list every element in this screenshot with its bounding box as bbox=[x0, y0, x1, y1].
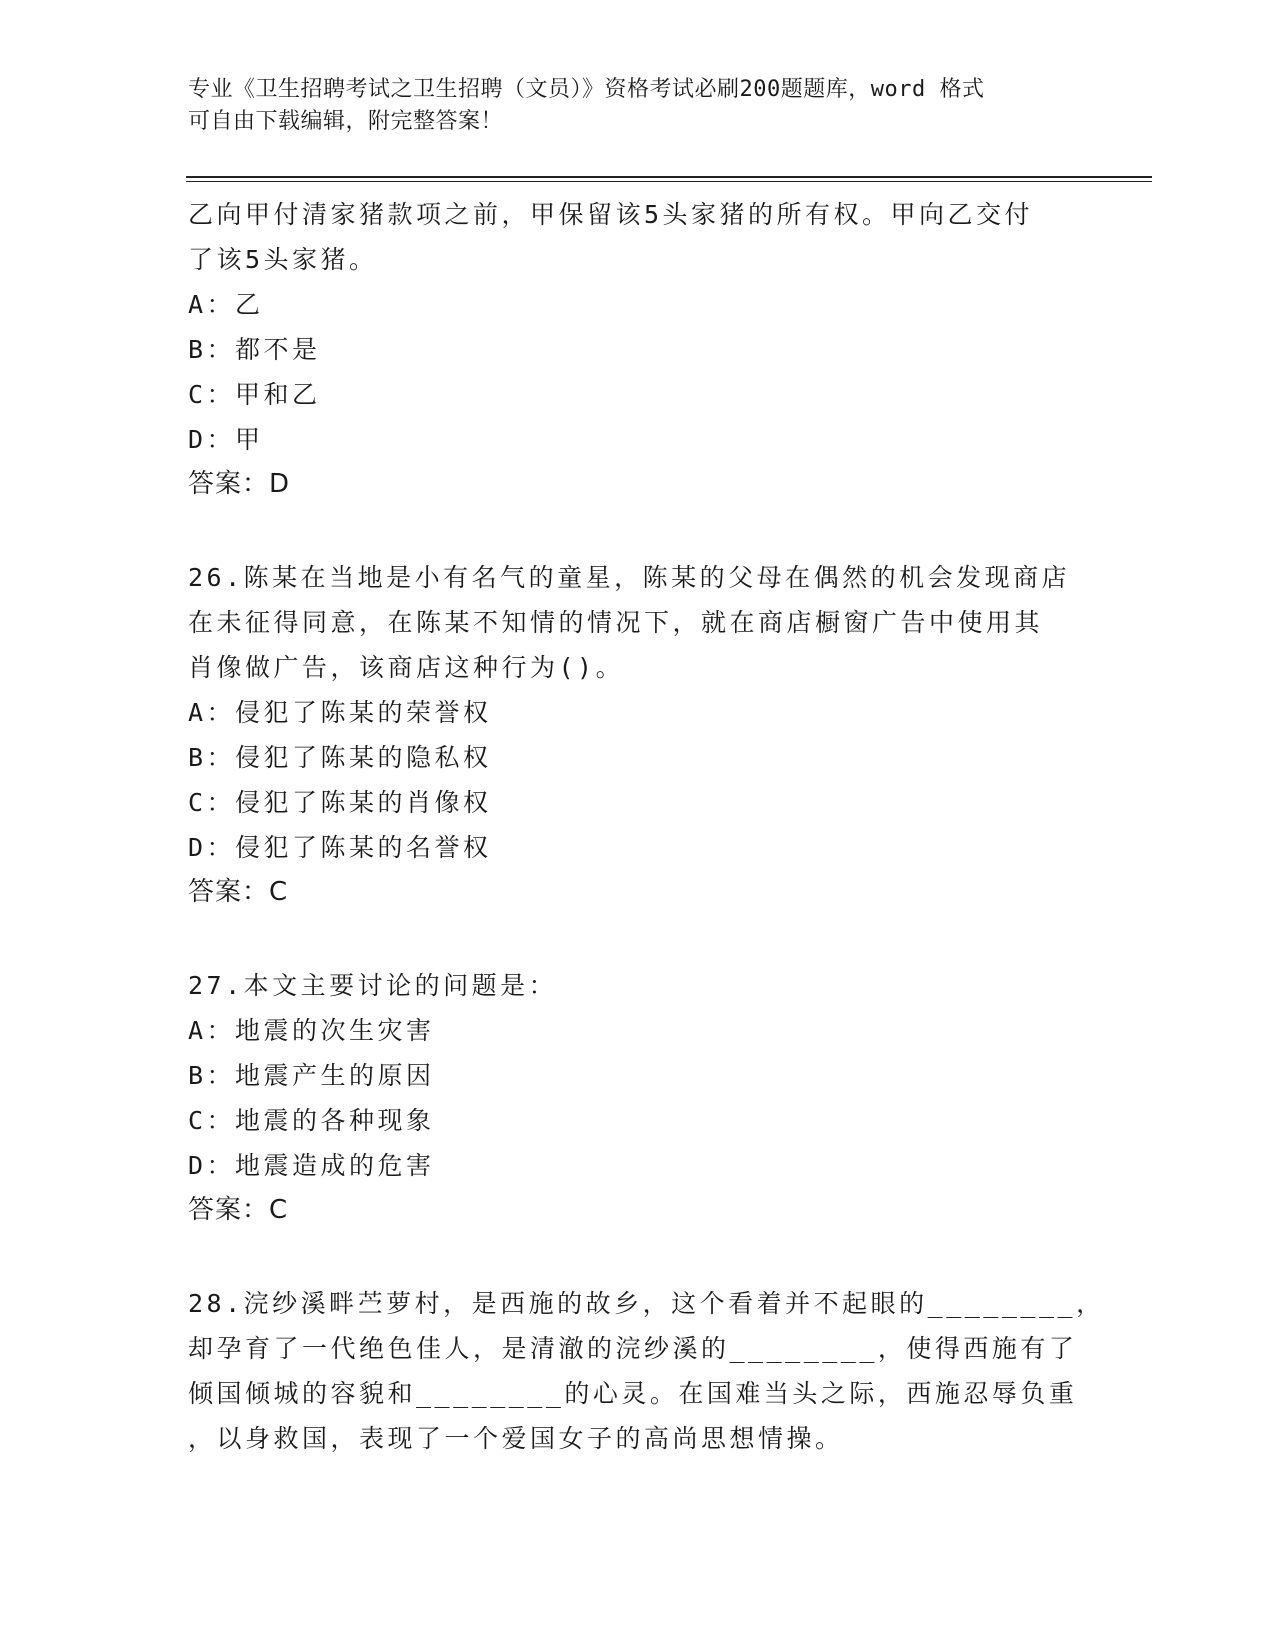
header-divider-thin bbox=[186, 181, 1152, 182]
question-text-line: 倾国倾城的容貌和________的心灵。在国难当头之际，西施忍辱负重 bbox=[188, 1379, 1078, 1408]
question-text-line: 26.陈某在当地是小有名气的童星，陈某的父母在偶然的机会发现商店 bbox=[188, 563, 1071, 592]
question-text-line: 27.本文主要讨论的问题是： bbox=[188, 971, 558, 1000]
answer-line: 答案：D bbox=[188, 469, 291, 499]
page-header bbox=[188, 74, 1068, 138]
question-text-line: 了该5头家猪。 bbox=[188, 245, 378, 274]
question-25-continuation bbox=[188, 192, 1088, 507]
spacer bbox=[188, 507, 1088, 555]
question-content bbox=[188, 192, 1105, 1461]
option-b: B：都不是 bbox=[188, 335, 321, 364]
header-title-line-2: 可自由下载编辑，附完整答案！ bbox=[188, 109, 504, 134]
option-b: B：侵犯了陈某的隐私权 bbox=[188, 743, 492, 772]
option-c: C：甲和乙 bbox=[188, 380, 321, 409]
question-26 bbox=[188, 555, 1088, 915]
question-28 bbox=[188, 1281, 1105, 1461]
question-text-line: 在未征得同意，在陈某不知情的情况下，就在商店橱窗广告中使用其 bbox=[188, 608, 1044, 637]
question-text-line: ，以身救国，表现了一个爱国女子的高尚思想情操。 bbox=[188, 1424, 844, 1453]
option-d: D：侵犯了陈某的名誉权 bbox=[188, 833, 492, 862]
option-d: D：甲 bbox=[188, 425, 264, 454]
spacer bbox=[188, 1233, 1088, 1281]
header-divider-thick bbox=[186, 176, 1152, 178]
option-a: A：地震的次生灾害 bbox=[188, 1016, 435, 1045]
question-27 bbox=[188, 963, 1088, 1233]
question-text-line: 28.浣纱溪畔苎萝村，是西施的故乡，这个看着并不起眼的________， bbox=[188, 1289, 1105, 1318]
option-a: A：乙 bbox=[188, 290, 264, 319]
option-c: C：侵犯了陈某的肖像权 bbox=[188, 788, 492, 817]
option-a: A：侵犯了陈某的荣誉权 bbox=[188, 698, 492, 727]
answer-line: 答案：C bbox=[188, 877, 289, 907]
question-text-line: 乙向甲付清家猪款项之前，甲保留该5头家猪的所有权。甲向乙交付 bbox=[188, 200, 1034, 229]
option-b: B：地震产生的原因 bbox=[188, 1061, 435, 1090]
spacer bbox=[188, 915, 1088, 963]
header-title-line-1: 专业《卫生招聘考试之卫生招聘（文员）》资格考试必刷200题题库，word 格式 bbox=[188, 77, 985, 102]
question-text-line: 肖像做广告，该商店这种行为()。 bbox=[188, 653, 625, 682]
answer-line: 答案：C bbox=[188, 1195, 289, 1225]
option-d: D：地震造成的危害 bbox=[188, 1151, 435, 1180]
question-text-line: 却孕育了一代绝色佳人，是清澈的浣纱溪的________，使得西施有了 bbox=[188, 1334, 1078, 1363]
option-c: C：地震的各种现象 bbox=[188, 1106, 435, 1135]
